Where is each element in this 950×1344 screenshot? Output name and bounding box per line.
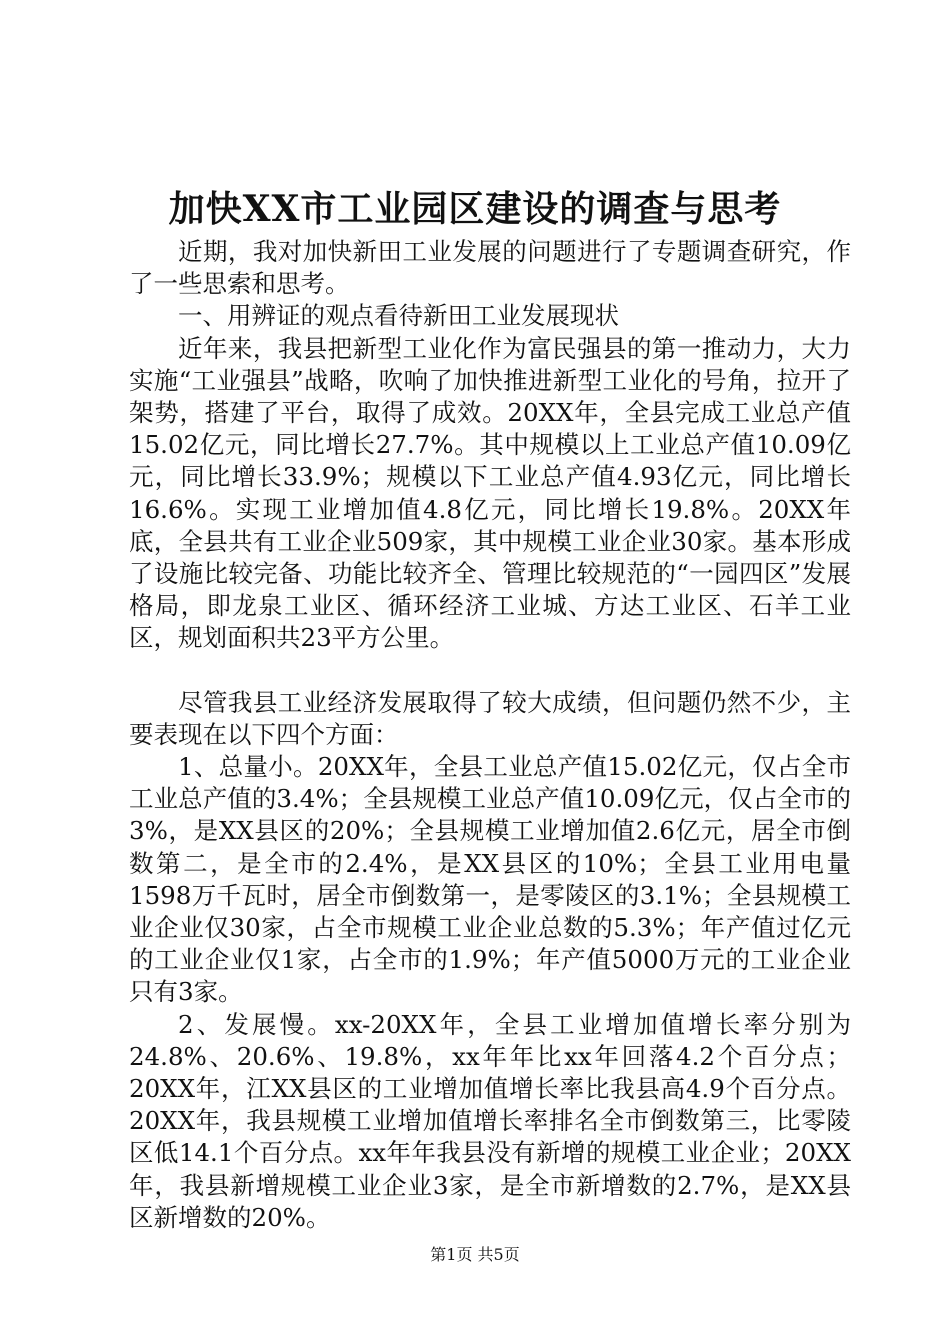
paragraph-current-status: 近年来，我县把新型工业化作为富民强县的第一推动力，大力实施“工业强县”战略，吹响了加快推进新型工业化的号角，拉开了架势，搭建了平台，取得了成效。20XX年，全县完成工业总产值15.02亿元，同比增长27.7%。其中规模以上工业总产值10.09亿元，同比增长33.9%；规模以下工业总产值4.93亿元，同比增长16.6%。实现工业增加值4.8亿元，同比增长19.8%。20XX年底，全县共有工业企业509家，其中规模工业企业30家。基本形成了设施比较完备、功能比较齐全、管理比较规范的“一园四区”发展格局，即龙泉工业区、循环经济工业城、方达工业区、石羊工业区，规划面积共23平方公里。 [129,333,851,653]
paragraph-problem-2: 2、发展慢。xx-20XX年，全县工业增加值增长率分别为24.8%、20.6%、19.8%，xx年年比xx年回落4.2个百分点；20XX年，江XX县区的工业增加值增长率比我县高4.9个百分点。20XX年，我县规模工业增加值增长率排名全市倒数第三，比零陵区低14.1个百分点。xx年年我县没有新增的规模工业企业；20XX年，我县新增规模工业企业3家，是全市新增数的2.7%，是XX县区新增数的20%。 [129,1009,851,1232]
paragraph-problem-1: 1、总量小。20XX年，全县工业总产值15.02亿元，仅占全市工业总产值的3.4%；全县规模工业总产值10.09亿元，仅占全市的3%，是XX县区的20%；全县规模工业增加值2.6亿元，居全市倒数第二，是全市的2.4%，是XX县区的10%；全县工业用电量1598万千瓦时，居全市倒数第一，是零陵区的3.1%；全县规模工业企业仅30家，占全市规模工业企业总数的5.3%；年产值过亿元的工业企业仅1家，占全市的1.9%；年产值5000万元的工业企业只有3家。 [129,752,851,1007]
section-heading-1: 一、用辨证的观点看待新田工业发展现状 [178,301,619,331]
document-title: 加快XX市工业园区建设的调查与思考 [168,188,782,230]
paragraph-problems-intro: 尽管我县工业经济发展取得了较大成绩，但问题仍然不少，主要表现在以下四个方面： [129,687,851,749]
paragraph-intro: 近期，我对加快新田工业发展的问题进行了专题调查研究，作了一些思索和思考。 [129,237,851,299]
page-footer: 第1页 共5页 [430,1245,520,1264]
document-body [129,236,851,1234]
